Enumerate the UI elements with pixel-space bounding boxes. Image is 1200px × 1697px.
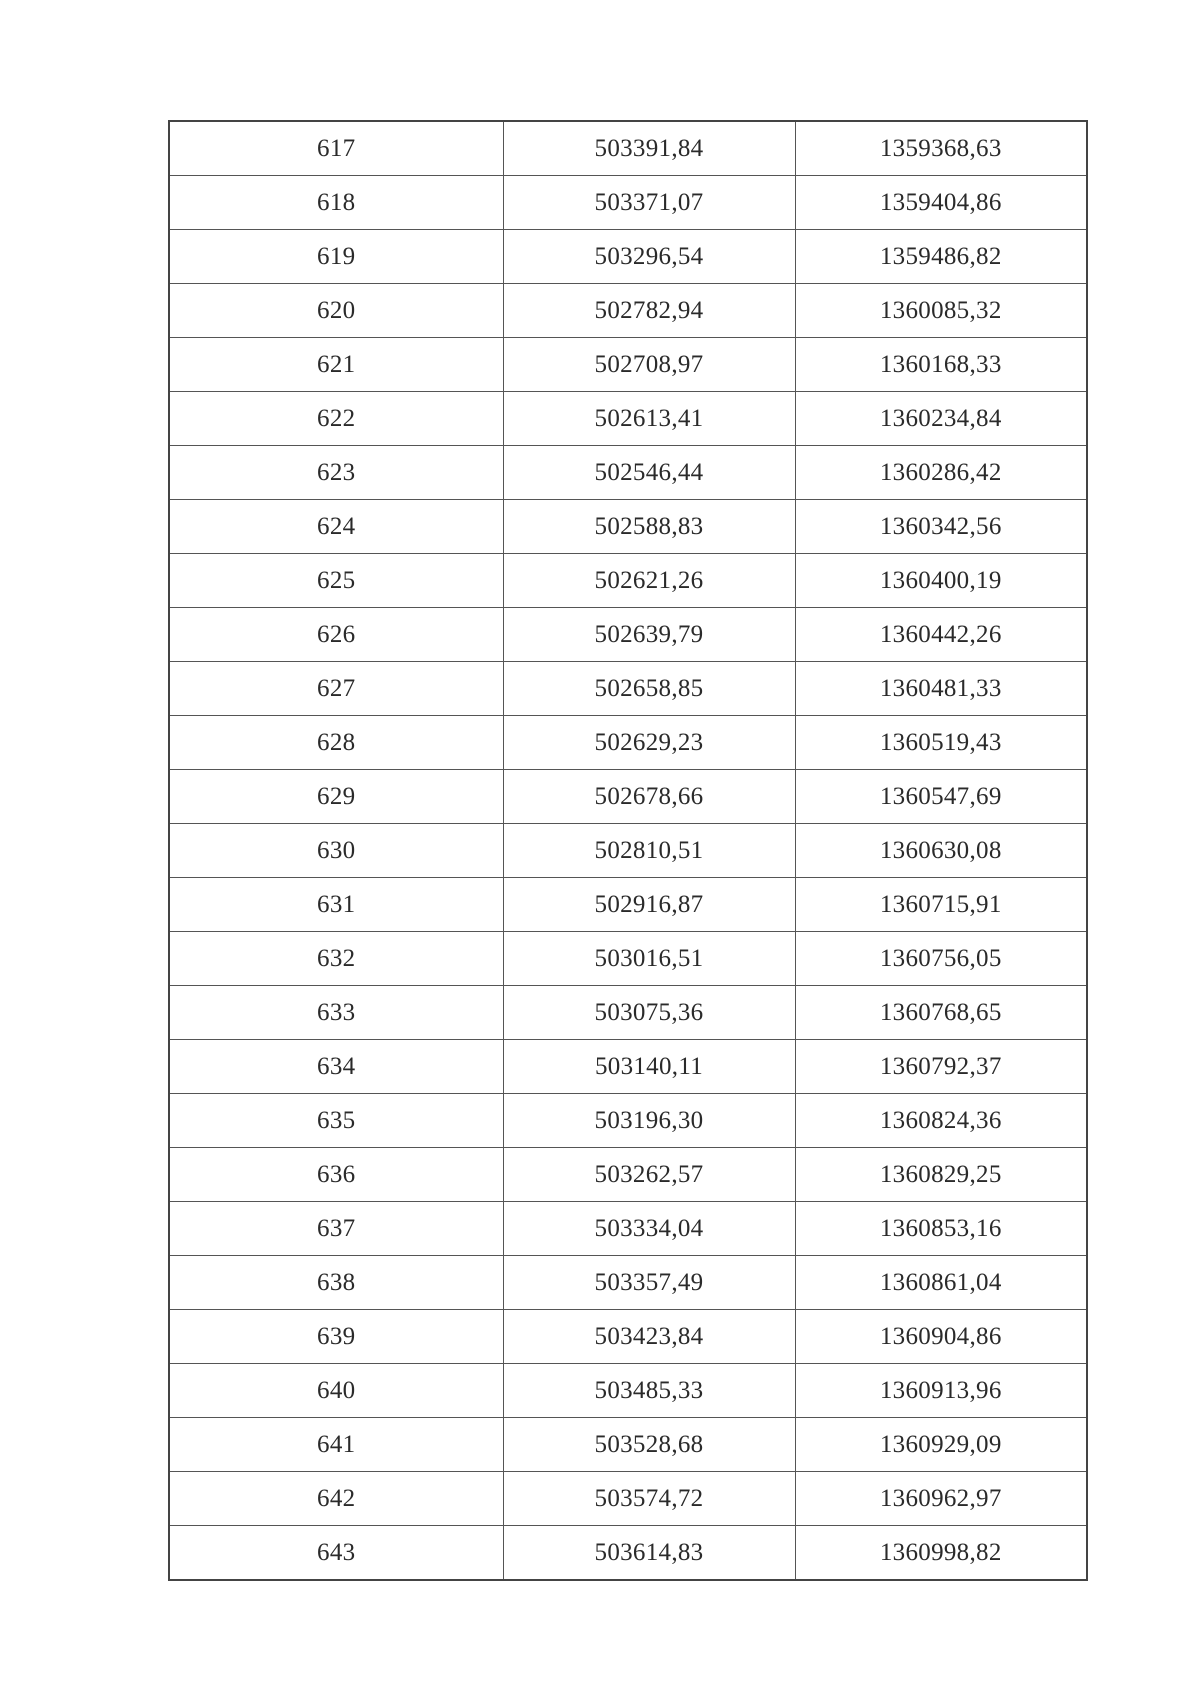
x-coordinate-cell: 503528,68 xyxy=(503,1418,795,1472)
y-coordinate-cell: 1360853,16 xyxy=(795,1202,1087,1256)
table-row xyxy=(169,1148,1087,1202)
x-coordinate-cell: 503075,36 xyxy=(503,986,795,1040)
point-number-cell: 622 xyxy=(169,392,503,446)
x-coordinate-cell: 503371,07 xyxy=(503,176,795,230)
x-coordinate-cell: 502708,97 xyxy=(503,338,795,392)
y-coordinate-cell: 1360756,05 xyxy=(795,932,1087,986)
y-coordinate-cell: 1360829,25 xyxy=(795,1148,1087,1202)
y-coordinate-cell: 1360547,69 xyxy=(795,770,1087,824)
table-row xyxy=(169,446,1087,500)
point-number-cell: 641 xyxy=(169,1418,503,1472)
point-number-cell: 624 xyxy=(169,500,503,554)
table-row xyxy=(169,1310,1087,1364)
x-coordinate-cell: 503574,72 xyxy=(503,1472,795,1526)
table-row xyxy=(169,176,1087,230)
table-row xyxy=(169,230,1087,284)
table-row xyxy=(169,986,1087,1040)
y-coordinate-cell: 1360904,86 xyxy=(795,1310,1087,1364)
table-row xyxy=(169,1256,1087,1310)
x-coordinate-cell: 502810,51 xyxy=(503,824,795,878)
point-number-cell: 633 xyxy=(169,986,503,1040)
x-coordinate-cell: 503391,84 xyxy=(503,121,795,176)
y-coordinate-cell: 1360792,37 xyxy=(795,1040,1087,1094)
point-number-cell: 617 xyxy=(169,121,503,176)
point-number-cell: 628 xyxy=(169,716,503,770)
x-coordinate-cell: 502639,79 xyxy=(503,608,795,662)
table-row xyxy=(169,1418,1087,1472)
point-number-cell: 629 xyxy=(169,770,503,824)
coordinates-table xyxy=(168,120,1088,1581)
y-coordinate-cell: 1360715,91 xyxy=(795,878,1087,932)
y-coordinate-cell: 1360630,08 xyxy=(795,824,1087,878)
x-coordinate-cell: 502916,87 xyxy=(503,878,795,932)
table-row xyxy=(169,608,1087,662)
table-row xyxy=(169,338,1087,392)
point-number-cell: 643 xyxy=(169,1526,503,1581)
table-row xyxy=(169,1472,1087,1526)
table-row xyxy=(169,1526,1087,1581)
y-coordinate-cell: 1360400,19 xyxy=(795,554,1087,608)
y-coordinate-cell: 1360824,36 xyxy=(795,1094,1087,1148)
y-coordinate-cell: 1360481,33 xyxy=(795,662,1087,716)
table-row xyxy=(169,1364,1087,1418)
point-number-cell: 642 xyxy=(169,1472,503,1526)
table-row xyxy=(169,121,1087,176)
x-coordinate-cell: 503614,83 xyxy=(503,1526,795,1581)
y-coordinate-cell: 1360929,09 xyxy=(795,1418,1087,1472)
point-number-cell: 625 xyxy=(169,554,503,608)
coordinates-table-body xyxy=(169,121,1087,1580)
x-coordinate-cell: 502588,83 xyxy=(503,500,795,554)
y-coordinate-cell: 1360168,33 xyxy=(795,338,1087,392)
point-number-cell: 619 xyxy=(169,230,503,284)
point-number-cell: 618 xyxy=(169,176,503,230)
point-number-cell: 635 xyxy=(169,1094,503,1148)
point-number-cell: 640 xyxy=(169,1364,503,1418)
x-coordinate-cell: 503196,30 xyxy=(503,1094,795,1148)
x-coordinate-cell: 503423,84 xyxy=(503,1310,795,1364)
table-row xyxy=(169,662,1087,716)
table-row xyxy=(169,824,1087,878)
point-number-cell: 623 xyxy=(169,446,503,500)
table-row xyxy=(169,1094,1087,1148)
y-coordinate-cell: 1360286,42 xyxy=(795,446,1087,500)
point-number-cell: 621 xyxy=(169,338,503,392)
point-number-cell: 637 xyxy=(169,1202,503,1256)
x-coordinate-cell: 502658,85 xyxy=(503,662,795,716)
table-row xyxy=(169,716,1087,770)
y-coordinate-cell: 1359404,86 xyxy=(795,176,1087,230)
y-coordinate-cell: 1360768,65 xyxy=(795,986,1087,1040)
point-number-cell: 636 xyxy=(169,1148,503,1202)
point-number-cell: 632 xyxy=(169,932,503,986)
x-coordinate-cell: 503334,04 xyxy=(503,1202,795,1256)
point-number-cell: 634 xyxy=(169,1040,503,1094)
point-number-cell: 639 xyxy=(169,1310,503,1364)
y-coordinate-cell: 1360913,96 xyxy=(795,1364,1087,1418)
x-coordinate-cell: 502629,23 xyxy=(503,716,795,770)
table-row xyxy=(169,932,1087,986)
x-coordinate-cell: 502621,26 xyxy=(503,554,795,608)
point-number-cell: 626 xyxy=(169,608,503,662)
y-coordinate-cell: 1360442,26 xyxy=(795,608,1087,662)
x-coordinate-cell: 503485,33 xyxy=(503,1364,795,1418)
x-coordinate-cell: 503296,54 xyxy=(503,230,795,284)
x-coordinate-cell: 503016,51 xyxy=(503,932,795,986)
y-coordinate-cell: 1360998,82 xyxy=(795,1526,1087,1581)
table-row xyxy=(169,878,1087,932)
y-coordinate-cell: 1360519,43 xyxy=(795,716,1087,770)
point-number-cell: 631 xyxy=(169,878,503,932)
table-row xyxy=(169,284,1087,338)
point-number-cell: 627 xyxy=(169,662,503,716)
table-row xyxy=(169,1040,1087,1094)
x-coordinate-cell: 503357,49 xyxy=(503,1256,795,1310)
table-row xyxy=(169,392,1087,446)
point-number-cell: 638 xyxy=(169,1256,503,1310)
y-coordinate-cell: 1360962,97 xyxy=(795,1472,1087,1526)
y-coordinate-cell: 1360234,84 xyxy=(795,392,1087,446)
x-coordinate-cell: 502546,44 xyxy=(503,446,795,500)
table-row xyxy=(169,554,1087,608)
x-coordinate-cell: 502678,66 xyxy=(503,770,795,824)
y-coordinate-cell: 1359486,82 xyxy=(795,230,1087,284)
x-coordinate-cell: 502613,41 xyxy=(503,392,795,446)
x-coordinate-cell: 503262,57 xyxy=(503,1148,795,1202)
table-row xyxy=(169,1202,1087,1256)
y-coordinate-cell: 1360085,32 xyxy=(795,284,1087,338)
table-row xyxy=(169,770,1087,824)
y-coordinate-cell: 1360342,56 xyxy=(795,500,1087,554)
x-coordinate-cell: 503140,11 xyxy=(503,1040,795,1094)
y-coordinate-cell: 1359368,63 xyxy=(795,121,1087,176)
point-number-cell: 620 xyxy=(169,284,503,338)
y-coordinate-cell: 1360861,04 xyxy=(795,1256,1087,1310)
table-row xyxy=(169,500,1087,554)
point-number-cell: 630 xyxy=(169,824,503,878)
x-coordinate-cell: 502782,94 xyxy=(503,284,795,338)
